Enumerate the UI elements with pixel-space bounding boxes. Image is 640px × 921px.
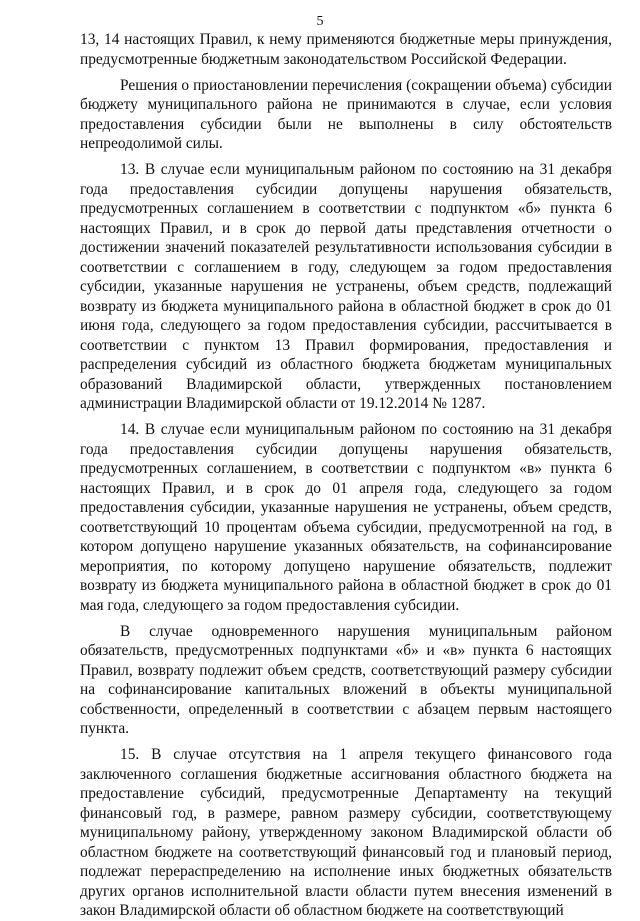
paragraph-suspension-decisions: Решения о приостановлении перечисления (сокращении объема) субсидии бюджету муниципального района не принимаются в случае, если условия предоставления субсидии были не выполнены в силу обстоятельств непреодолимой силы. [80,76,612,152]
document-body [80,30,612,921]
paragraph-item-13: 13. В случае если муниципальным районом по состоянию на 31 декабря года предоставления субсидии допущены нарушения обязательств, предусмотренных соглашением в соответствии с подпунктом «б» пункта 6 настоящих Правил, и в срок до первой даты представления отчетности о достижении значений показателей результативности использования субсидии в соответствии с соглашением в году, следующем за годом предоставления субсидии, указанные нарушения не устранены, объем средств, подлежащий возврату из бюджета муниципального района в областной бюджет в срок до 01 июня года, следующего за годом предоставления субсидии, рассчитывается в соответствии с пунктом 13 Правил формирования, предоставления и распределения субсидий из областного бюджета бюджетам муниципальных образований Владимирской области, утвержденных постановлением администрации Владимирской области от 19.12.2014 № 1287. [80,161,612,412]
paragraph-item-15: 15. В случае отсутствия на 1 апреля текущего финансового года заключенного соглашения бюджетные ассигнования областного бюджета на предоставление субсидий, предусмотренные Департаменту на текущий финансовый год, в размере, равном размеру субсидии, соответствующему муниципальному району, утвержденному законом Владимирской области об областном бюджете на соответствующий финансовый год и плановый период, подлежат перераспределению на исполнение иных бюджетных обязательств других органов исполнительной власти области путем внесения изменений в закон Владимирской области об областном бюджете на соответствующий [80,746,612,919]
paragraph-simultaneous-violation: В случае одновременного нарушения муниципальным районом обязательств, предусмотренных подпунктами «б» и «в» пункта 6 настоящих Правил, возврату подлежит объем средств, соответствующий размеру субсидии на софинансирование капитальных вложений в объекты муниципальной собственности, определенный в соответствии с абзацем первым настоящего пункта. [80,622,612,737]
paragraph-item-14: 14. В случае если муниципальным районом по состоянию на 31 декабря года предоставления субсидии допущены нарушения обязательств, предусмотренных соглашением, в соответствии с подпунктом «в» пункта 6 настоящих Правил, и в срок до 01 апреля года, следующего за годом предоставления субсидии, указанные нарушения не устранены, объем средств, соответствующий 10 процентам объема субсидии, предусмотренной на год, в котором допущено нарушение указанных обязательств, на софинансирование мероприятия, по которому допущено нарушение обязательств, подлежит возврату из бюджета муниципального района в областной бюджет в срок до 01 мая года, следующего за годом предоставления субсидии. [80,421,612,614]
paragraph-continuation: 13, 14 настоящих Правил, к нему применяются бюджетные меры принуждения, предусмотренные бюджетным законодательством Российской Федерации. [80,31,612,68]
page-number: 5 [316,14,324,29]
